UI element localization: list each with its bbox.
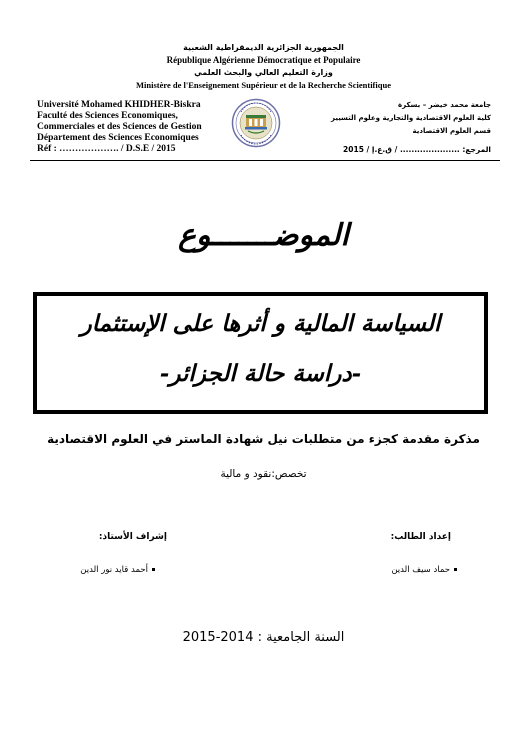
supervisor-label: إشراف الأستاذ: — [98, 532, 167, 542]
title-box — [33, 292, 488, 414]
reference-arabic: المرجع: ..................... / ق.ع.إ / 2015 — [343, 145, 491, 154]
reference-french: Réf : ………………. / D.S.E / 2015 — [37, 144, 176, 154]
thesis-description: مذكرة مقدمة كجزء من متطلبات نيل شهادة الماستر في العلوم الاقتصادية — [47, 432, 480, 446]
supervisor-name-row — [80, 565, 155, 575]
header-divider — [30, 160, 500, 161]
republic-french: République Algérienne Démocratique et Populaire — [166, 55, 361, 65]
ministry-arabic: وزارة التعليم العالي والبحث العلمي — [194, 68, 333, 77]
specialization: تخصص:نقود و مالية — [220, 468, 307, 480]
department-french: Département des Sciences Economiques — [37, 133, 199, 143]
bullet-icon — [152, 568, 155, 571]
faculty-french-line-2: Commerciales et des Sciences de Gestion — [37, 122, 202, 132]
faculty-arabic: كلية العلوم الاقتصادية والتجارية وعلوم التسيير — [330, 114, 491, 122]
department-arabic: قسم العلوم الاقتصادية — [412, 127, 491, 135]
student-name-row — [391, 565, 457, 575]
bullet-icon — [454, 568, 457, 571]
thesis-title: السياسة المالية و أثرها على الإستثمار — [80, 310, 441, 337]
student-label: إعداد الطالب: — [390, 532, 451, 542]
student-name: حماد سيف الدين — [391, 565, 450, 575]
ministry-french: Ministère de l'Enseignement Supérieur et de la Recherche Scientifique — [136, 80, 391, 90]
university-arabic: جامعة محمد خيضر – بسكرة — [397, 101, 491, 109]
university-logo-icon — [231, 98, 281, 148]
republic-arabic: الجمهورية الجزائرية الديمقراطية الشعبية — [183, 43, 344, 52]
thesis-subtitle: -دراسة حالة الجزائر- — [159, 360, 362, 387]
supervisor-name: أحمد قايد نور الدين — [80, 565, 148, 575]
academic-year: السنة الجامعية : 2014-2015 — [182, 630, 345, 645]
faculty-french-line-1: Faculté des Sciences Economiques, — [37, 111, 178, 121]
university-french: Université Mohamed KHIDHER-Biskra — [37, 100, 201, 110]
subject-heading: الموضـــــــوع — [178, 218, 349, 253]
